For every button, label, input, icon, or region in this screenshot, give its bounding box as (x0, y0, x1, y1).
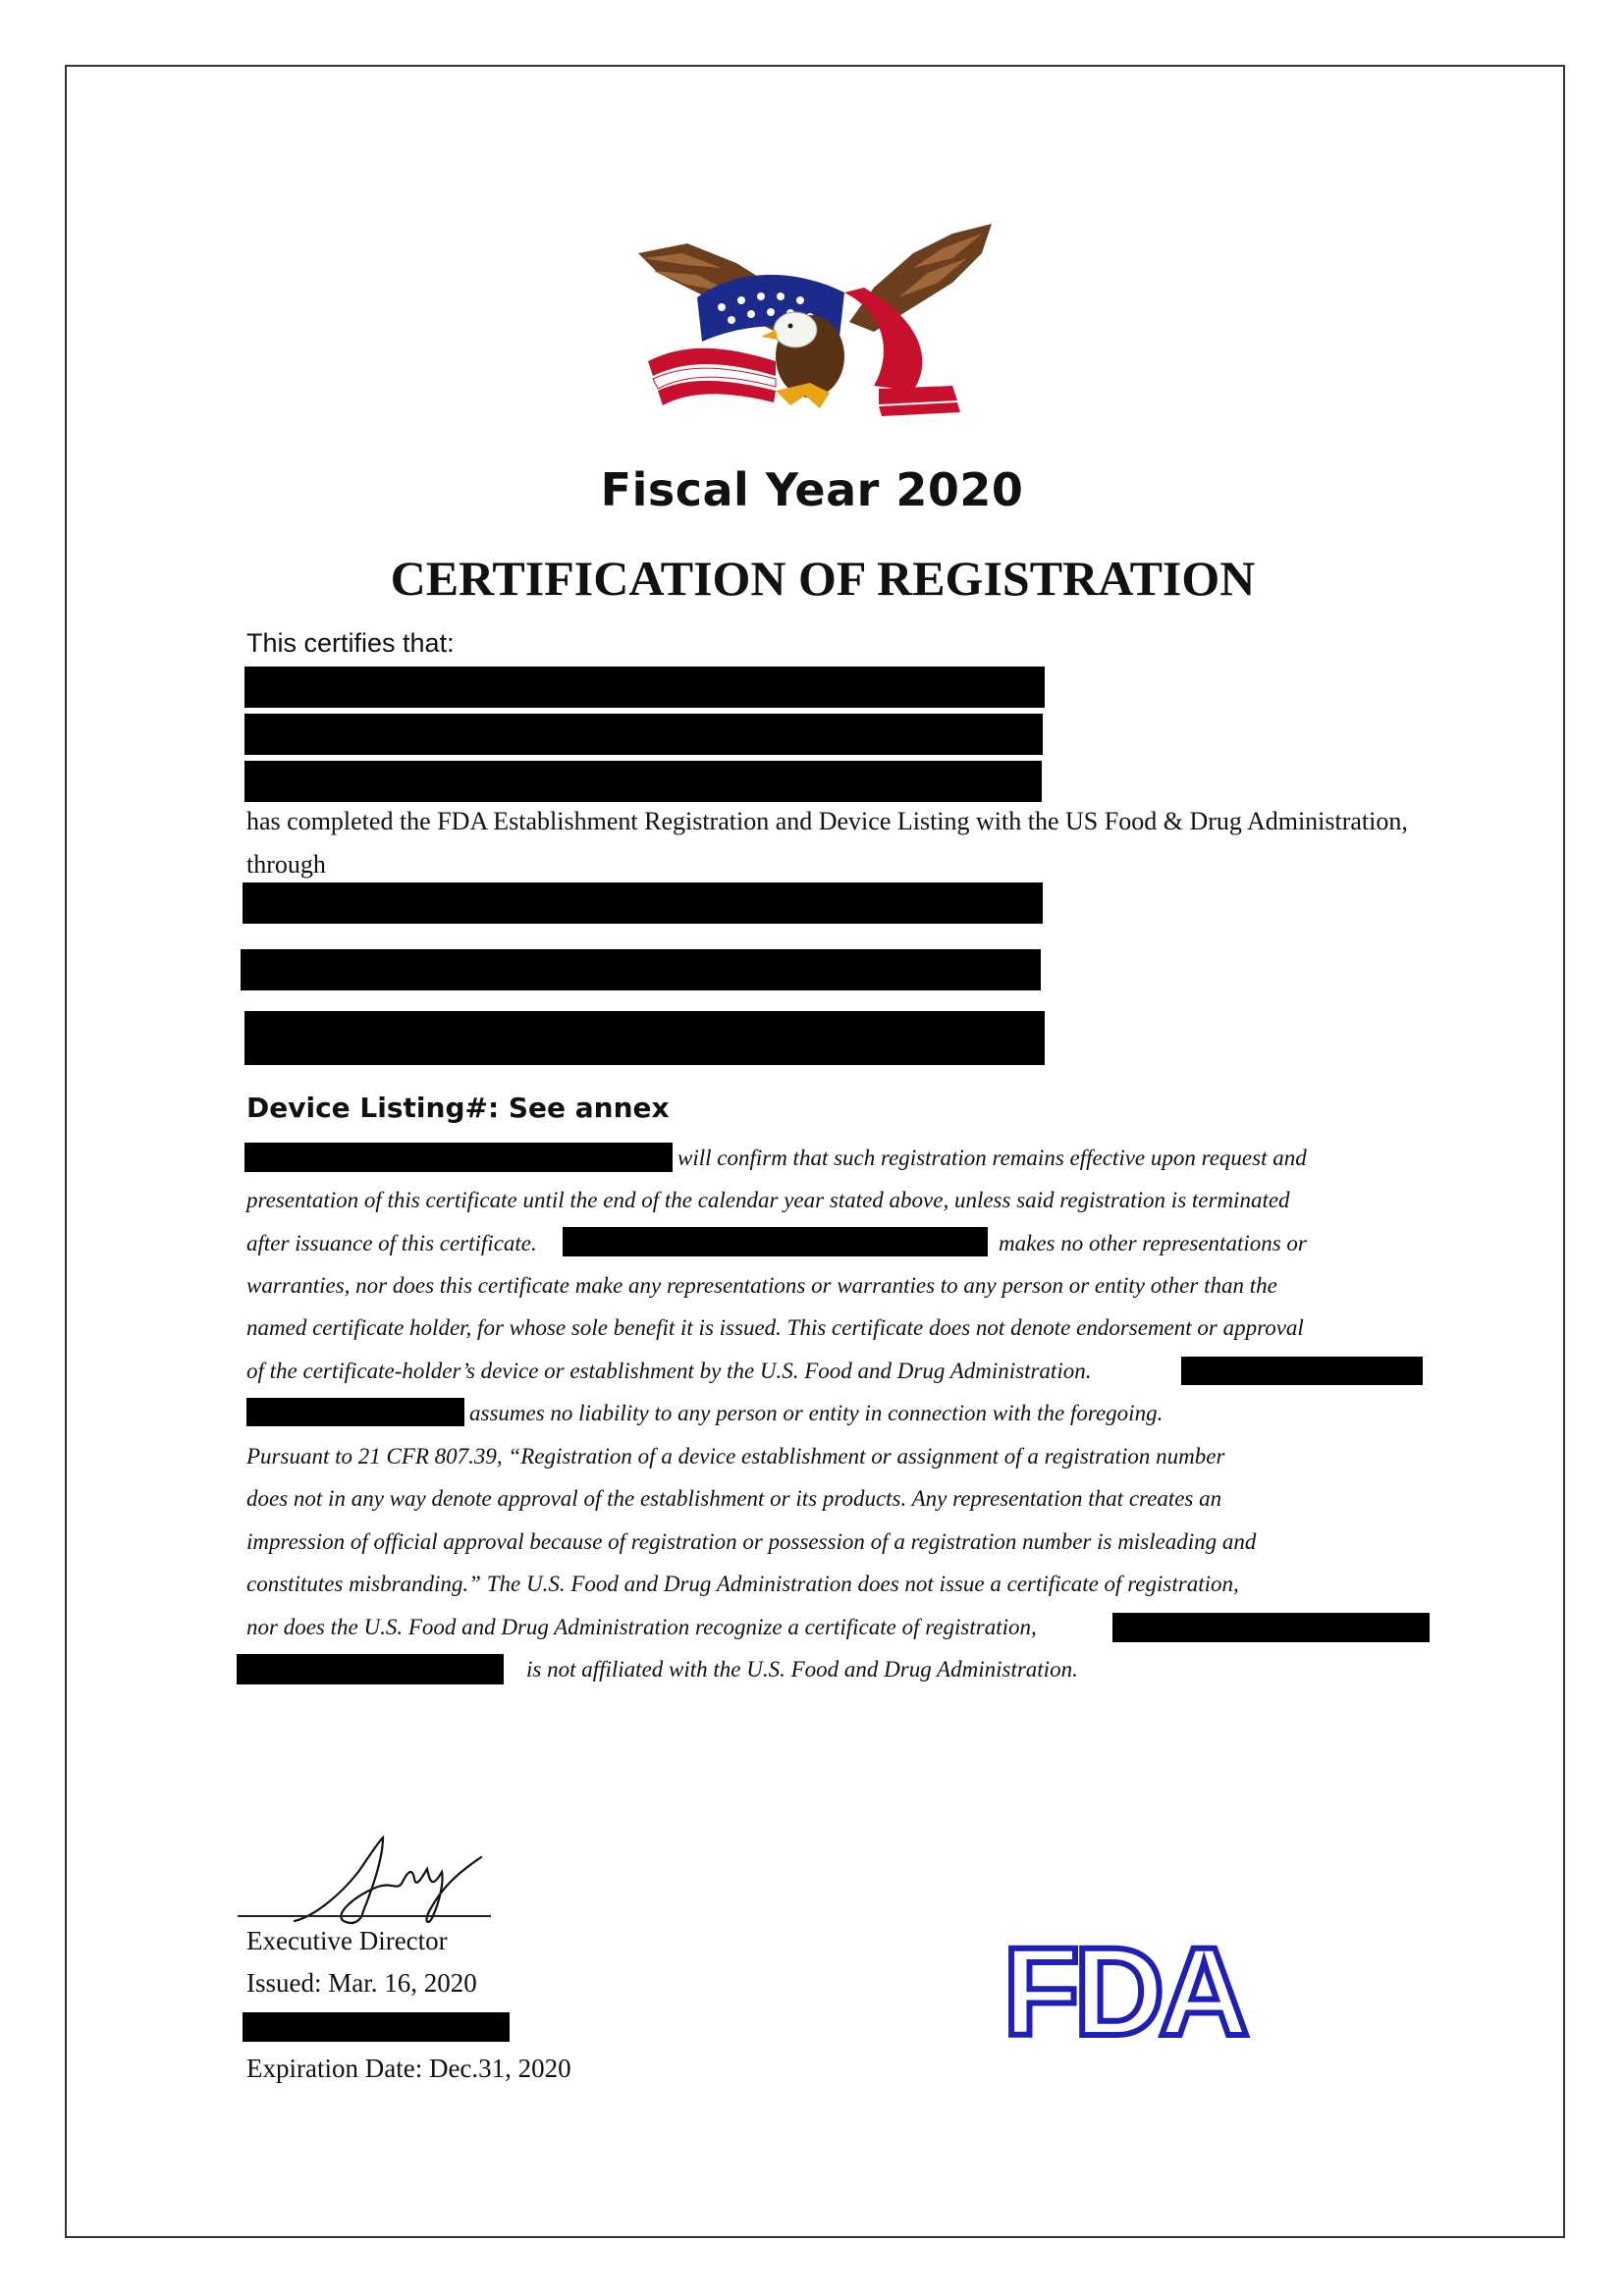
redacted-company-address-1 (244, 714, 1043, 755)
redacted-agent-inline-1 (244, 1143, 673, 1172)
redacted-agent-contact (244, 1011, 1045, 1065)
body-line-5: named certificate holder, for whose sole benefit it is issued. This certificate does not denote endorsement or approval (246, 1315, 1304, 1340)
svg-text:FDA: FDA (1002, 1929, 1244, 2056)
certificate-title: CERTIFICATION OF REGISTRATION (390, 551, 1256, 606)
redacted-agent-inline-5 (1112, 1613, 1430, 1642)
redacted-agent-name (243, 882, 1043, 924)
completed-registration-text: has completed the FDA Establishment Registration and Device Listing with the US Food & Drug Administration, through (246, 807, 1408, 879)
fda-logo-icon (974, 1929, 1273, 2056)
redacted-company-name (244, 667, 1045, 708)
eagle-flag-emblem-icon (628, 214, 1001, 430)
body-line-4: warranties, nor does this certificate make any representations or warranties to any person or entity other than the (246, 1273, 1277, 1298)
redacted-agent-inline-6 (237, 1654, 504, 1684)
redacted-company-address-2 (244, 761, 1042, 802)
body-line-9: does not in any way denote approval of the establishment or its products. Any representation that creates an (246, 1486, 1222, 1511)
body-line-3: after issuance of this certificate. (246, 1231, 537, 1255)
redacted-agent-address (241, 949, 1041, 990)
redacted-agent-inline-4 (246, 1398, 464, 1426)
expiration-date: Expiration Date: Dec.31, 2020 (246, 2054, 571, 2083)
redacted-registration-number (243, 2012, 510, 2042)
body-line-3b: makes no other representations or (999, 1231, 1307, 1255)
fiscal-year-heading: Fiscal Year 2020 (600, 463, 1024, 516)
redacted-agent-inline-3 (1181, 1357, 1423, 1385)
body-line-12: nor does the U.S. Food and Drug Administration recognize a certificate of registration, (246, 1615, 1037, 1639)
body-line-10: impression of official approval because of registration or possession of a registration number is misleading and (246, 1529, 1257, 1554)
body-line-2: presentation of this certificate until the end of the calendar year stated above, unless said registration is terminated (246, 1188, 1290, 1212)
body-line-11: constitutes misbranding.” The U.S. Food and Drug Administration does not issue a certificate of registration, (246, 1572, 1239, 1596)
certifies-label: This certifies that: (246, 628, 455, 658)
redacted-agent-inline-2 (563, 1227, 988, 1256)
device-listing-label: Device Listing#: See annex (246, 1092, 670, 1124)
signer-title: Executive Director (246, 1926, 448, 1955)
body-line-6: of the certificate-holder’s device or establishment by the U.S. Food and Drug Administration. (246, 1359, 1092, 1383)
signature-image (285, 1828, 491, 1936)
signature-line (238, 1915, 491, 1917)
body-line-13: is not affiliated with the U.S. Food and Drug Administration. (526, 1657, 1078, 1682)
body-line-7: assumes no liability to any person or entity in connection with the foregoing. (469, 1401, 1164, 1425)
body-line-8: Pursuant to 21 CFR 807.39, “Registration of a device establishment or assignment of a registration number (246, 1444, 1225, 1468)
issued-date: Issued: Mar. 16, 2020 (246, 1968, 477, 1998)
body-line-1: will confirm that such registration remains effective upon request and (677, 1146, 1307, 1170)
